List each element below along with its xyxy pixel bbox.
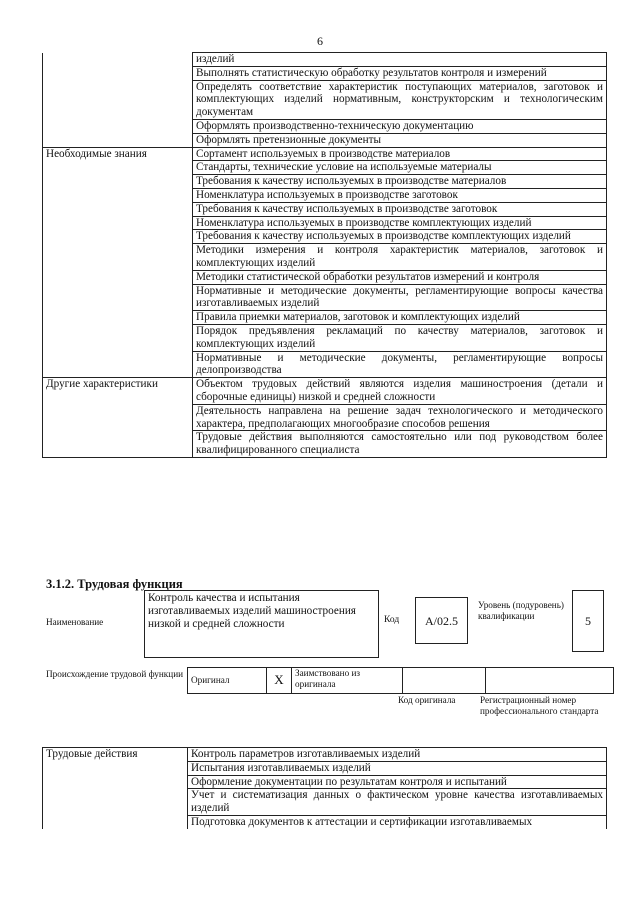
table-row [43,378,607,405]
table-cell: Методики измерения и контроля характеристик материалов, заготовок и комплектующих изделий [193,244,607,271]
row-label-actions: Трудовые действия [43,748,188,829]
original-mark: X [267,668,292,694]
table-row [43,147,607,161]
table-cell: Контроль параметров изготавливаемых изделий [188,748,607,762]
page-number: 6 [317,34,323,48]
table-cell: Требования к качеству используемых в производстве материалов [193,175,607,189]
table-cell: Нормативные и методические документы, регламентирующие вопросы качества изготавливаемых изделий [193,284,607,311]
table-cell: Выполнять статистическую обработку результатов контроля и измерений [193,66,607,80]
origin-reg-caption: Регистрационный номер профессионального стандарта [480,695,599,716]
table-cell: Требования к качеству используемых в производстве заготовок [193,202,607,216]
origin-reg-cell [486,668,614,694]
table-cell: Определять соответствие характеристик поступающих материалов, заготовок и комплектующих изделий нормативным, конструкторским и технологическим документам [193,80,607,119]
row-label-knowledge: Необходимые знания [43,147,193,378]
table-cell: Нормативные и методические документы, регламентирующие вопросы делопроизводства [193,351,607,378]
labor-actions-table [42,747,607,829]
table-cell: Номенклатура используемых в производстве заготовок [193,188,607,202]
level-label: Уровень (подуровень) квалификации [478,600,564,621]
row-label-other: Другие характеристики [43,378,193,458]
original-label: Оригинал [188,668,267,694]
table-cell: Деятельность направлена на решение задач технологического и методического характера, предполагающих многообразие способов решения [193,404,607,431]
section-title: 3.1.2. Трудовая функция [46,577,183,591]
origin-code-cell [403,668,486,694]
table-cell: Оформлять производственно-техническую документацию [193,119,607,133]
table-cell: Правила приемки материалов, заготовок и комплектующих изделий [193,311,607,325]
table-cell: Учет и систематизация данных о фактическом уровне качества изготавливаемых изделий [188,789,607,816]
table-cell: Оформлять претензионные документы [193,133,607,147]
origin-table [187,667,614,694]
code-label: Код [384,615,400,625]
table-cell: Методики статистической обработки результатов измерений и контроля [193,270,607,284]
name-label: Наименование [46,617,104,627]
code-box: A/02.5 [415,597,468,644]
table-cell: Оформление документации по результатам контроля и испытаний [188,775,607,789]
origin-label: Происхождение трудовой функции [46,669,184,679]
table-cell: Номенклатура используемых в производстве комплектующих изделий [193,216,607,230]
skills-knowledge-table [42,52,607,458]
table-cell: Сортамент используемых в производстве материалов [193,147,607,161]
row-label [43,53,193,148]
table-row [43,748,607,762]
table-cell: Требования к качеству используемых в производстве комплектующих изделий [193,230,607,244]
table-cell: Трудовые действия выполняются самостоятельно или под руководством более квалифицированного специалиста [193,431,607,458]
table-cell: Объектом трудовых действий являются изделия машиностроения (детали и сборочные единицы) низкой и средней сложности [193,378,607,405]
level-box: 5 [572,590,604,652]
table-cell: Подготовка документов к аттестации и сертификации изготавливаемых [188,815,607,828]
borrowed-label: Заимствовано из оригинала [292,668,403,694]
table-cell: Порядок предъявления рекламаций по качеству материалов, заготовок и комплектующих изделий [193,324,607,351]
origin-code-caption: Код оригинала [398,695,456,705]
table-row [43,53,607,67]
function-name-box: Контроль качества и испытания изготавливаемых изделий машиностроения низкой и средней сложности [144,590,379,658]
table-cell: изделий [193,53,607,67]
table-cell: Стандарты, технические условие на используемые материалы [193,161,607,175]
table-cell: Испытания изготавливаемых изделий [188,761,607,775]
